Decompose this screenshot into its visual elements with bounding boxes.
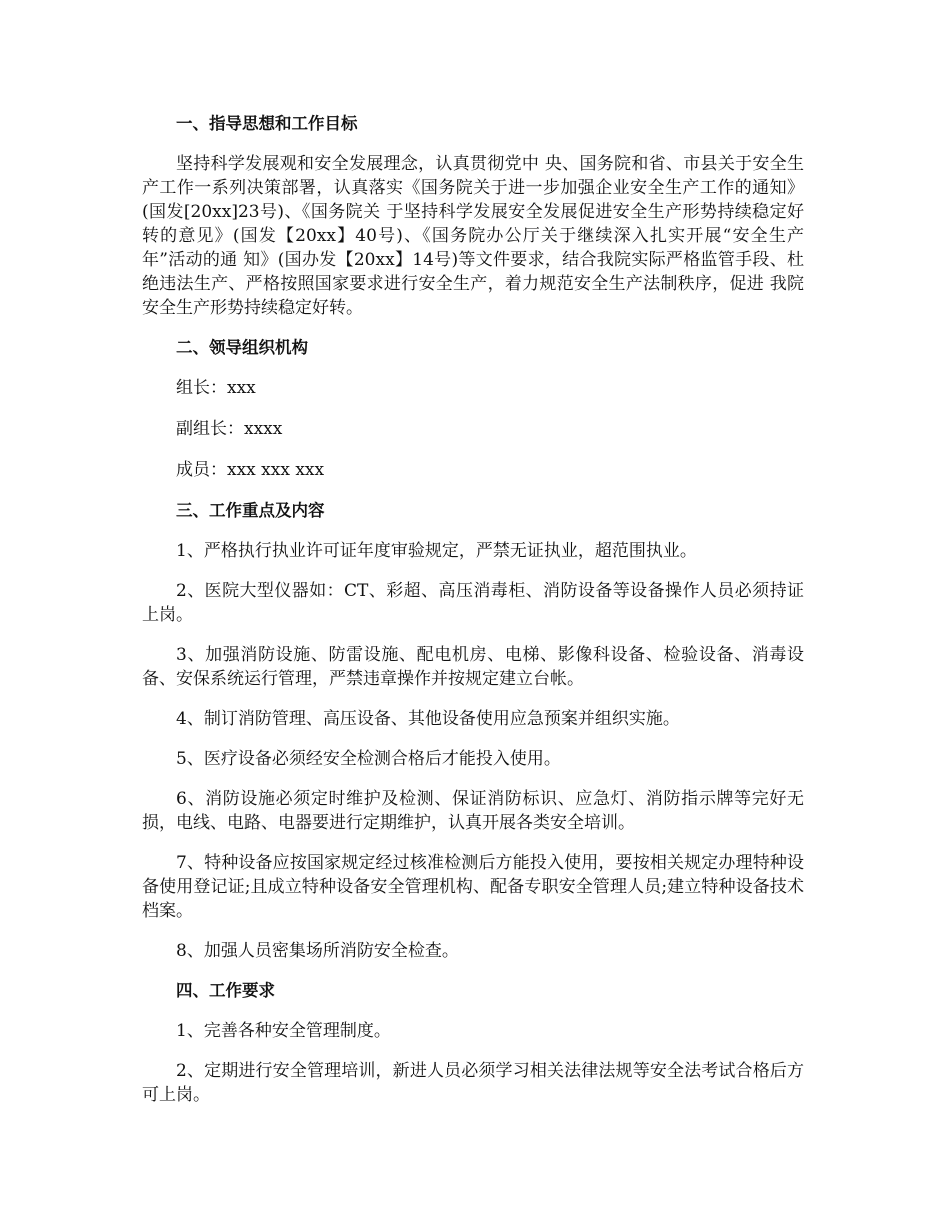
members-line: 成员：xxx xxx xxx — [176, 460, 325, 480]
work-focus-item: 2、医院大型仪器如：CT、彩超、高压消毒柜、消防设备等设备操作人员必须持证上岗。 — [142, 581, 804, 625]
work-focus-item: 1、严格执行执业许可证年度审验规定，严禁无证执业，超范围执业。 — [176, 541, 697, 561]
section-heading-requirements: 四、工作要求 — [176, 981, 275, 1000]
requirement-item: 2、定期进行安全管理培训，新进人员必须学习相关法律法规等安全法考试合格后方可上岗。 — [142, 1061, 804, 1105]
work-focus-item: 7、特种设备应按国家规定经过核准检测后方能投入使用，要按相关规定办理特种设备使用登记证;且成立特种设备安全管理机构、配备专职安全管理人员;建立特种设备技术档案。 — [142, 853, 804, 921]
guiding-ideology-paragraph: 坚持科学发展观和安全发展理念，认真贯彻党中 央、国务院和省、市县关于安全生产工作一系列决策部署，认真落实《国务院关于进一步加强企业安全生产工作的通知》(国发[20xx]23号)、《国务院关 于坚持科学发展安全发展促进安全生产形势持续稳定好转的意见》(国发【20xx】40号)、《国务院办公厅关于继续深入扎实开展“安全生产年”活动的通 知》(国办发【20xx】14号)等文件要求，结合我院实际严格监管手段、杜绝违法生产、严格按照国家要求进行安全生产，着力规范安全生产法制秩序，促进 我院安全生产形势持续稳定好转。 — [142, 154, 804, 318]
requirement-item: 1、完善各种安全管理制度。 — [176, 1021, 391, 1041]
work-focus-item: 4、制订消防管理、高压设备、其他设备使用应急预案并组织实施。 — [176, 709, 680, 729]
work-focus-item: 5、医疗设备必须经安全检测合格后才能投入使用。 — [176, 749, 561, 769]
leader-line: 组长：xxx — [176, 378, 256, 398]
section-heading-work-focus: 三、工作重点及内容 — [176, 501, 325, 520]
section-heading-leadership: 二、领导组织机构 — [176, 338, 308, 357]
work-focus-item: 3、加强消防设施、防雷设施、配电机房、电梯、影像科设备、检验设备、消毒设备、安保系统运行管理，严禁违章操作并按规定建立台帐。 — [142, 645, 804, 689]
work-focus-item: 8、加强人员密集场所消防安全检查。 — [176, 941, 459, 961]
deputy-leader-line: 副组长：xxxx — [176, 419, 283, 439]
section-heading-guiding-ideology: 一、指导思想和工作目标 — [176, 114, 358, 133]
document-body — [142, 112, 804, 1123]
work-focus-item: 6、消防设施必须定时维护及检测、保证消防标识、应急灯、消防指示牌等完好无损，电线、电路、电器要进行定期维护，认真开展各类安全培训。 — [142, 789, 804, 833]
